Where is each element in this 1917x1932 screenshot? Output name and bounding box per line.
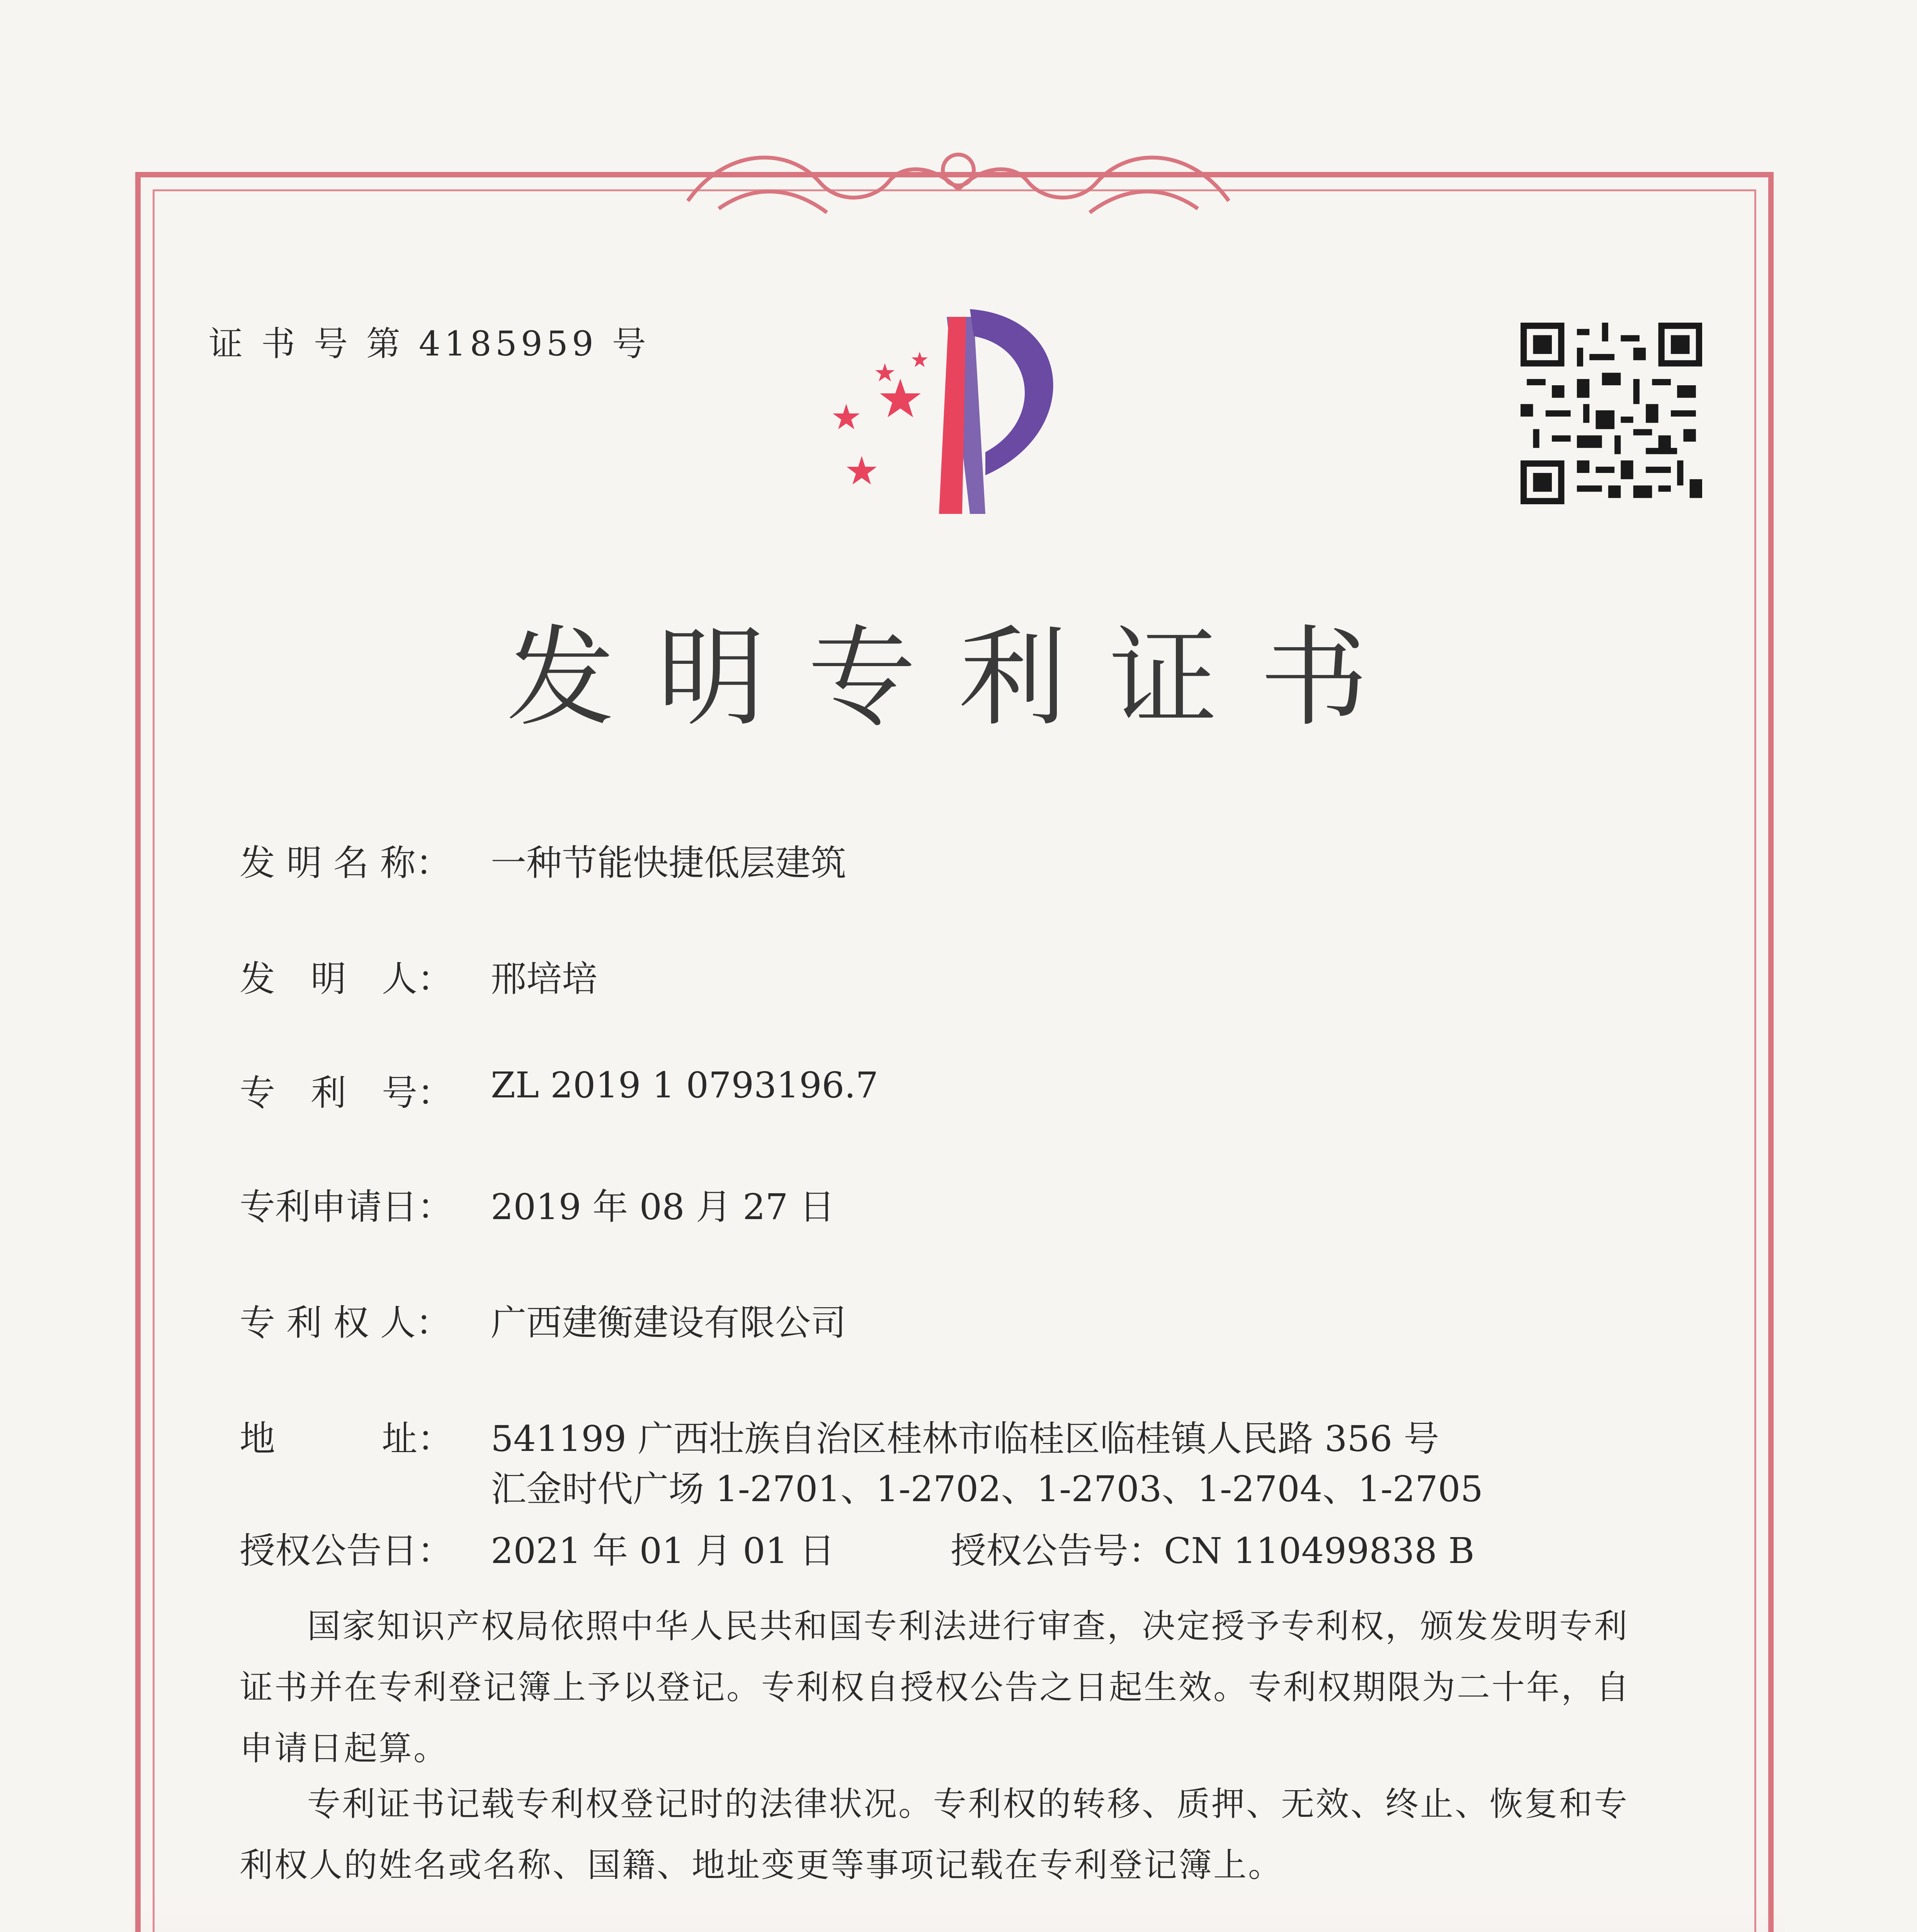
field-value: 广西建衡建设有限公司 <box>491 1302 847 1344</box>
field-grant-date <box>240 1522 835 1573</box>
field-label: 授权公告日： <box>240 1530 453 1571</box>
field-label: 专 利 权 人： <box>240 1302 451 1344</box>
patent-office-logo <box>804 305 1105 522</box>
field-value: 一种节能快捷低层建筑 <box>491 842 847 884</box>
field-address <box>240 1410 1439 1461</box>
statement-paragraph-2: 专利证书记载专利权登记时的法律状况。专利权的转移、质押、无效、终止、恢复和专利权人的姓名或名称、国籍、地址变更等事项记载在专利登记簿上。 <box>240 1785 1629 1884</box>
field-patentee <box>240 1294 846 1345</box>
address-line-2: 汇金时代广场 1-2701、1-2702、1-2703、1-2704、1-2705 <box>491 1468 1483 1510</box>
field-application-date <box>240 1179 835 1230</box>
certificate-number: 证 书 号 第 4185959 号 <box>209 324 650 364</box>
field-label: 发 明 人： <box>240 958 453 1000</box>
field-value: 2019 年 08 月 27 日 <box>491 1186 835 1228</box>
publication-number: 授权公告号：CN 110499838 B <box>951 1530 1475 1571</box>
certificate-title: 发明专利证书 <box>506 615 1411 741</box>
field-label: 发 明 名 称： <box>240 842 451 884</box>
field-label: 专 利 号： <box>240 1072 453 1114</box>
statement-paragraph-1: 国家知识产权局依照中华人民共和国专利法进行审查，决定授予专利权，颁发发明专利证书并在专利登记簿上予以登记。专利权自授权公告之日起生效。专利权期限为二十年，自申请日起算。 <box>240 1607 1631 1768</box>
field-patent-number <box>240 1065 878 1116</box>
field-label: 地 址： <box>240 1418 453 1459</box>
field-value: ZL 2019 1 0793196.7 <box>491 1065 878 1106</box>
field-value: 2021 年 01 月 01 日 <box>491 1530 835 1571</box>
field-value: 邢培培 <box>491 958 598 1000</box>
qr-code <box>1521 323 1702 504</box>
top-ornament <box>672 124 1244 224</box>
field-label: 专利申请日： <box>240 1186 453 1228</box>
field-invention-name <box>240 835 846 886</box>
field-value: 541199 广西壮族自治区桂林市临桂区临桂镇人民路 356 号 <box>491 1418 1439 1459</box>
field-inventor <box>240 951 597 1002</box>
